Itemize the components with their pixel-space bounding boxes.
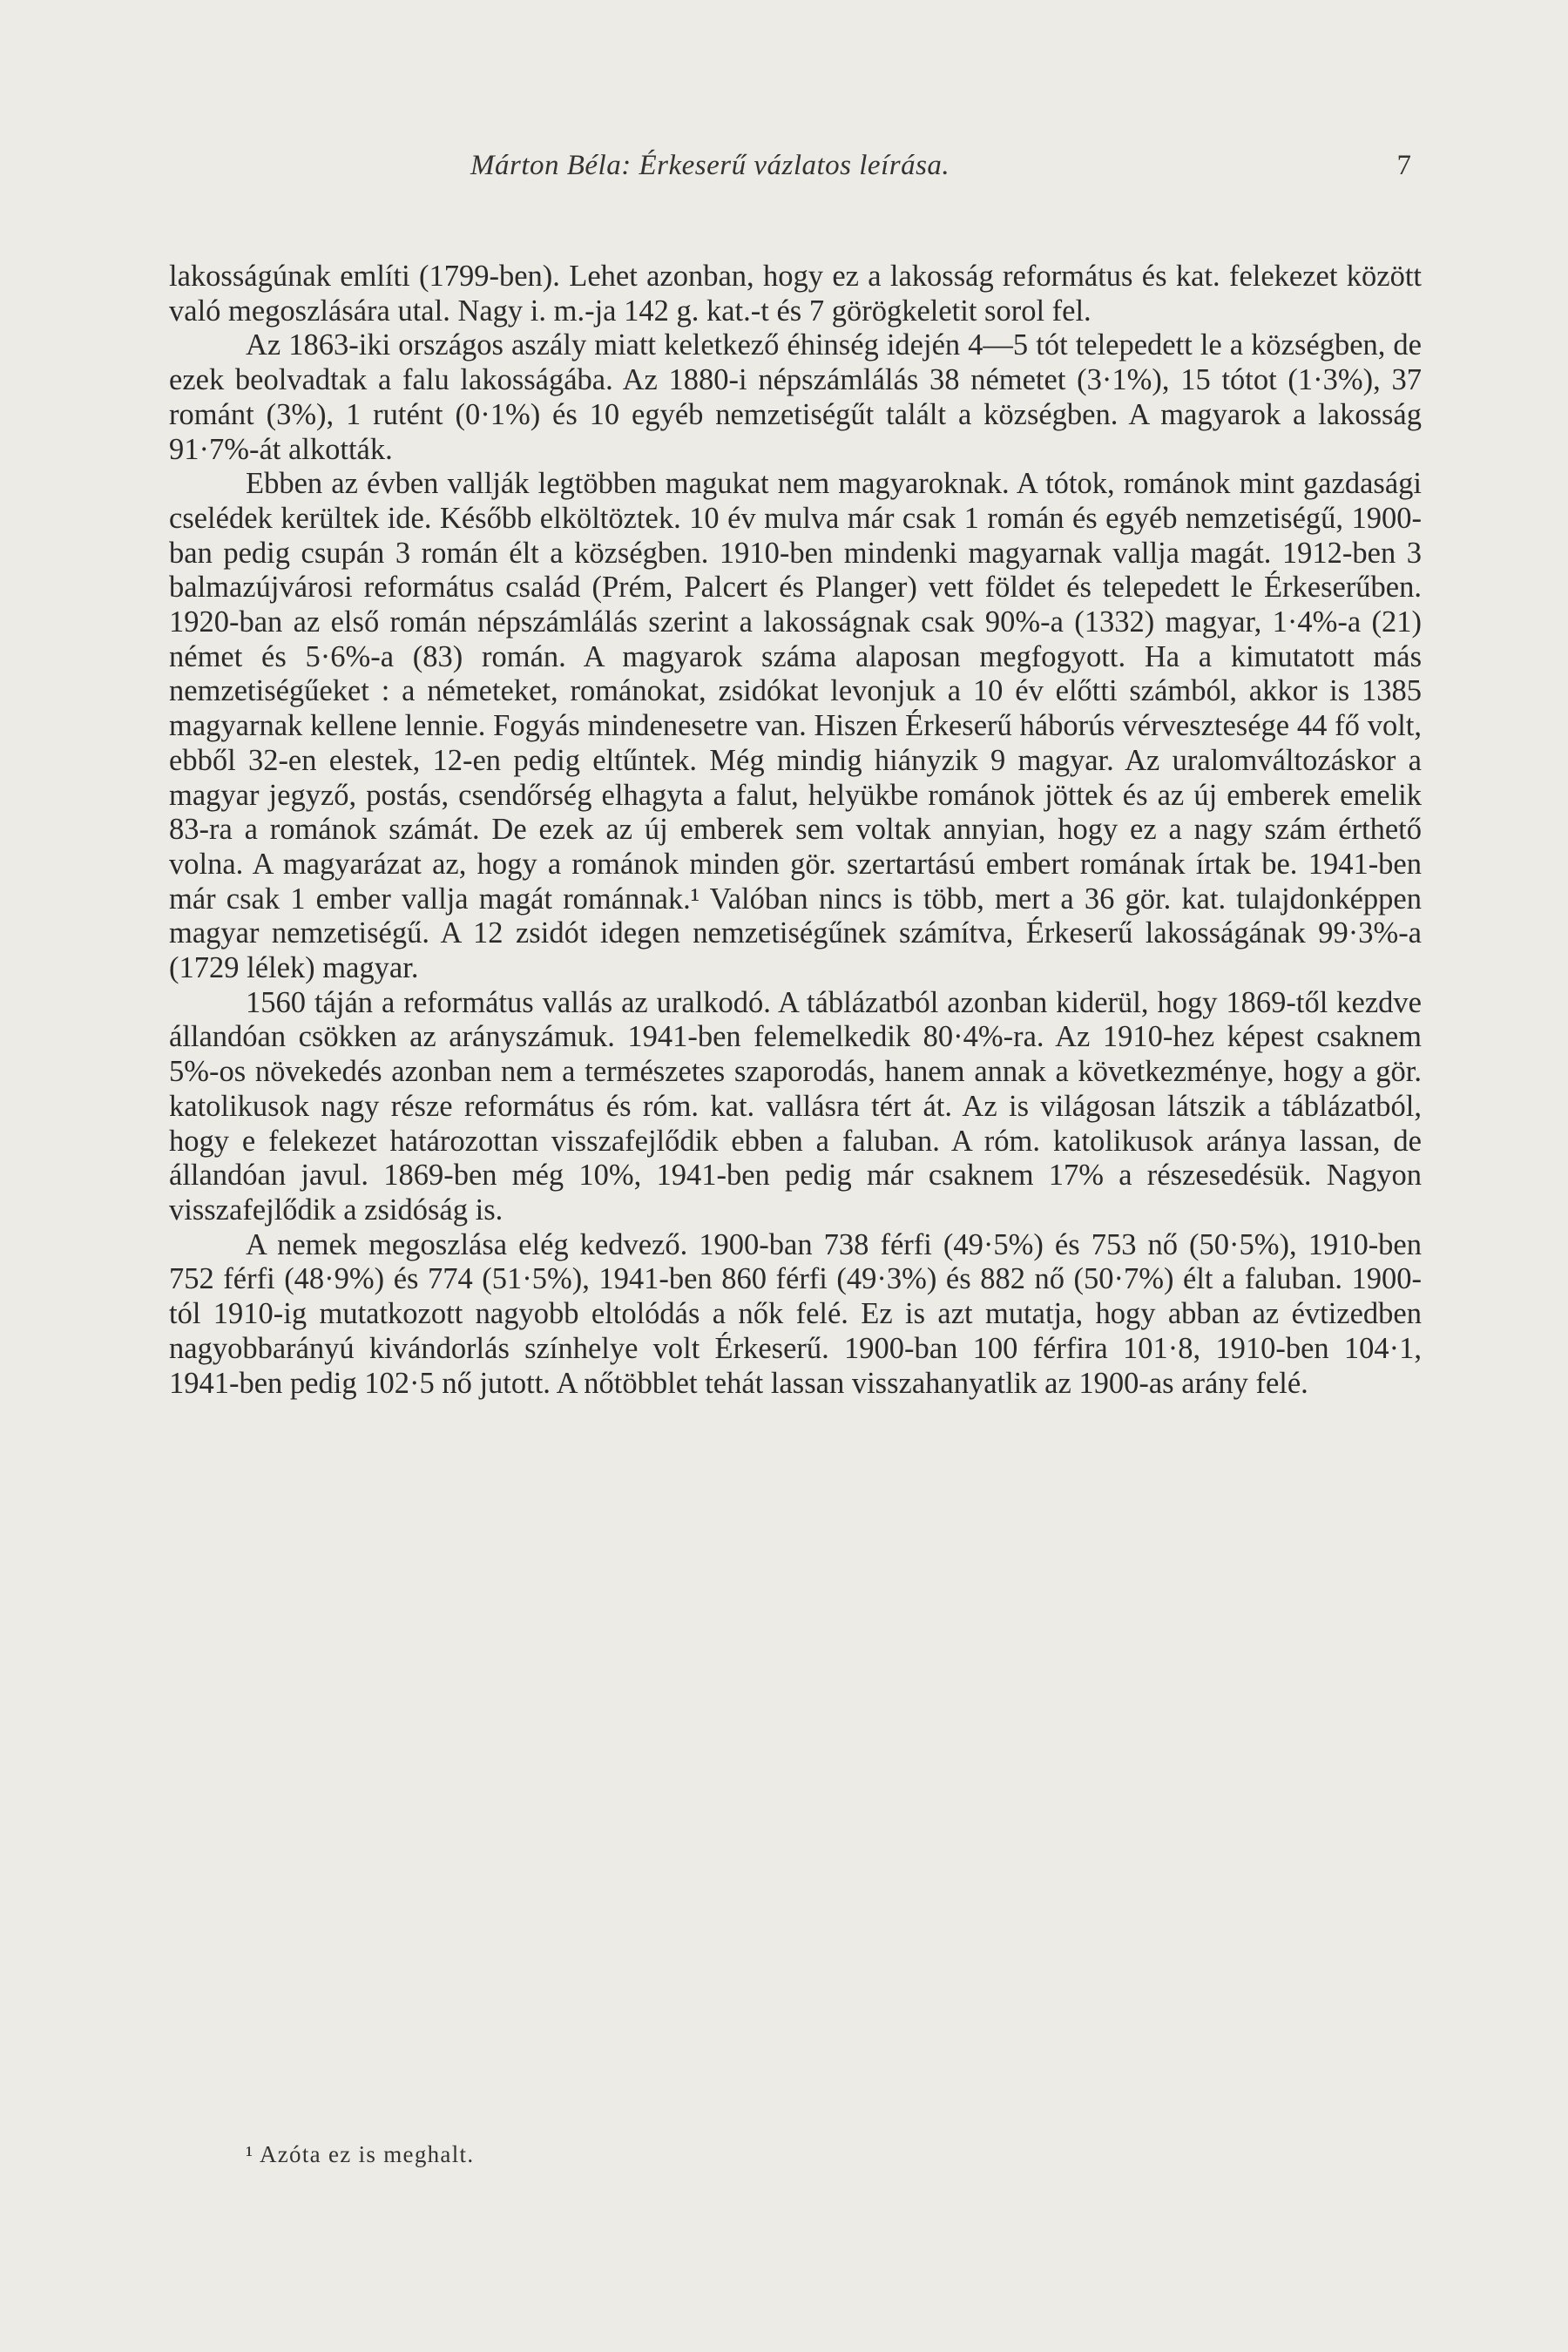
paragraph: lakosságúnak említi (1799-ben). Lehet azonban, hogy ez a lakosság református és kat. felekezet között való megoszlására utal. Nagy i. m.-ja 142 g. kat.-t és 7 görögkeletit sorol fel.: [169, 260, 1422, 328]
running-title: Márton Béla: Érkeserű vázlatos leírása.: [470, 150, 950, 181]
footnote: ¹ Azóta ez is meghalt.: [246, 2141, 475, 2167]
paragraph: Ebben az évben vallják legtöbben magukat nem magyaroknak. A tótok, románok mint gazdasági cselédek kerültek ide. Később elköltöztek. 10 év mulva már csak 1 román és egyéb nemzetiségű, 1900-ban pedig csupán 3 román élt a községben. 1910-ben mindenki magyarnak vallja magát. 1912-ben 3 balmazújvárosi református család (Prém, Palcert és Planger) vett földet és telepedett le Érkeserűben. 1920-ban az első román népszámlálás szerint a lakosságnak csak 90%-a (1332) magyar, 1·4%-a (21) német és 5·6%-a (83) román. A magyarok száma alaposan megfogyott. Ha a kimutatott más nemzetiségűeket : a németeket, románokat, zsidókat levonjuk a 10 év előtti számból, akkor is 1385 magyarnak kellene lennie. Fogyás mindenesetre van. Hiszen Érkeserű háborús vérvesztesége 44 fő volt, ebből 32-en elestek, 12-en pedig eltűntek. Még mindig hiányzik 9 magyar. Az uralomváltozáskor a magyar jegyző, postás, csendőrség elhagyta a falut, helyükbe románok jöttek és az új emberek emelik 83-ra a románok számát. De ezek az új emberek sem voltak annyian, hogy ez a nagy szám érthető volna. A magyarázat az, hogy a románok minden gör. szertartású embert romának írtak be. 1941-ben már csak 1 ember vallja magát románnak.¹ Valóban nincs is több, mert a 36 gör. kat. tulajdonképpen magyar nemzetiségű. A 12 zsidót idegen nemzetiségűnek számítva, Érkeserű lakosságának 99·3%-a (1729 lélek) magyar.: [169, 467, 1422, 985]
paragraph: 1560 táján a református vallás az uralkodó. A táblázatból azonban kiderül, hogy 1869-től kezdve állandóan csökken az arányszámuk. 1941-ben felemelkedik 80·4%-ra. Az 1910-hez képest csaknem 5%-os növekedés azonban nem a természetes szaporodás, hanem annak a következménye, hogy a gör. katolikusok nagy része református és róm. kat. vallásra tért át. Az is világosan látszik a táblázatból, hogy e felekezet határozottan visszafejlődik ebben a faluban. A róm. katolikusok aránya lassan, de állandóan javul. 1869-ben még 10%, 1941-ben pedig már csaknem 17% a részesedésük. Nagyon visszafejlődik a zsidóság is.: [169, 985, 1422, 1227]
paragraph: A nemek megoszlása elég kedvező. 1900-ban 738 férfi (49·5%) és 753 nő (50·5%), 1910-ben 752 férfi (48·9%) és 774 (51·5%), 1941-ben 860 férfi (49·3%) és 882 nő (50·7%) élt a faluban. 1900-tól 1910-ig mutatkozott nagyobb eltolódás a nők felé. Ez is azt mutatja, hogy abban az évtizedben nagyobbarányú kivándorlás színhelye volt Érkeserű. 1900-ban 100 férfira 101·8, 1910-ben 104·1, 1941-ben pedig 102·5 nő jutott. A nőtöbblet tehát lassan visszahanyatlik az 1900-as arány felé.: [169, 1227, 1422, 1400]
running-head: [166, 150, 1411, 193]
body-text: [169, 260, 1422, 1401]
paragraph: Az 1863-iki országos aszály miatt keletkező éhinség idején 4—5 tót telepedett le a községben, de ezek beolvadtak a falu lakosságába. Az 1880-i népszámlálás 38 németet (3·1%), 15 tótot (1·3%), 37 románt (3%), 1 rutént (0·1%) és 10 egyéb nemzetiségűt talált a községben. A magyarok a lakosság 91·7%-át alkották.: [169, 328, 1422, 466]
page-number: 7: [1396, 150, 1411, 181]
